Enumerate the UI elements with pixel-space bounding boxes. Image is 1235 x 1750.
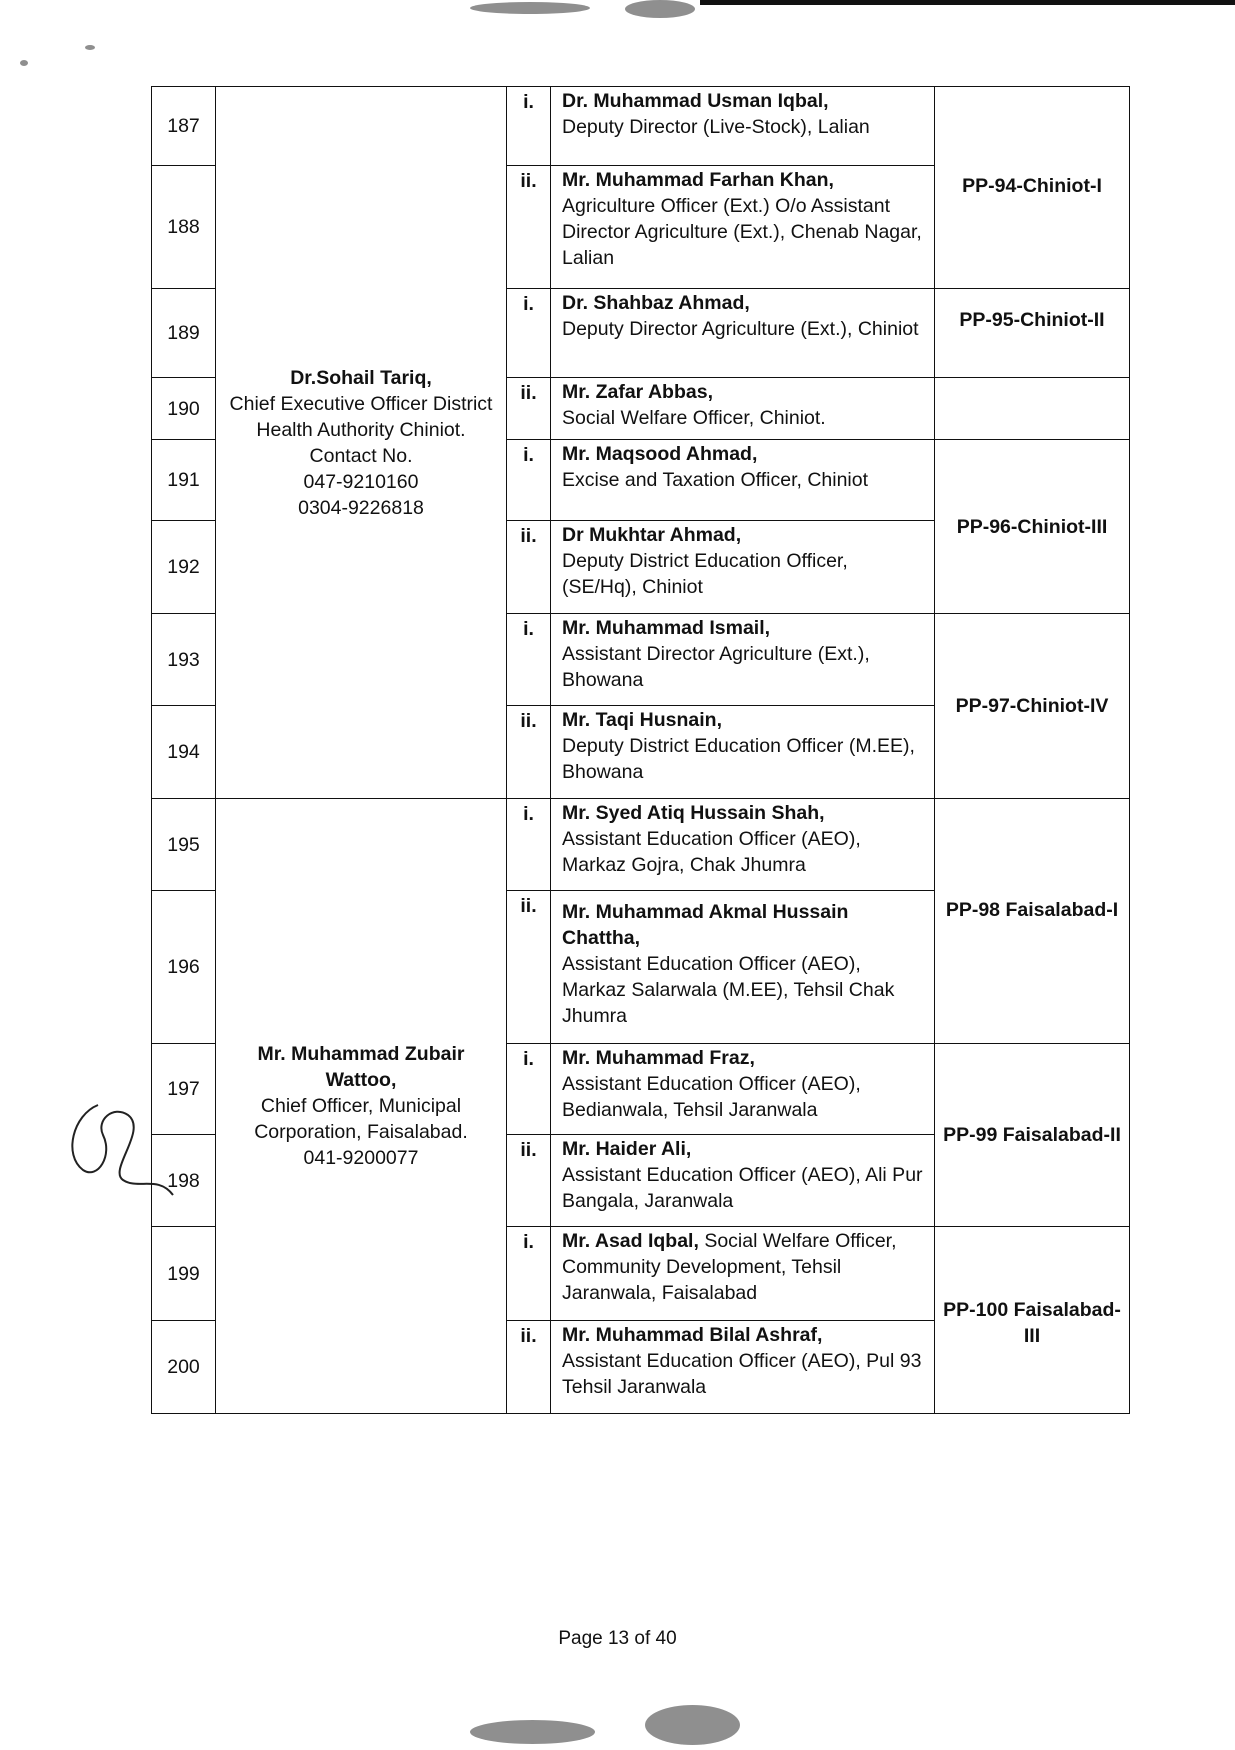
assistant-officer-cell [551,87,935,166]
sub-index: i. [507,799,551,891]
sub-index: ii. [507,1321,551,1414]
returning-officer-cell [216,87,507,799]
assistant-officer-name: Mr. Muhammad Ismail, [562,617,771,639]
assistant-officer-cell [551,1044,935,1135]
returning-officer-phone: 0304-9226818 [298,496,424,519]
table-row [152,87,1130,166]
constituency-cell: PP-97-Chiniot-IV [935,614,1130,799]
assistant-officer-cell [551,166,935,289]
sub-index: ii. [507,378,551,440]
serial-number: 197 [152,1044,216,1135]
assistant-officer-name: Mr. Zafar Abbas, [562,381,713,403]
sub-index: i. [507,1227,551,1321]
serial-number: 191 [152,440,216,521]
assistant-officer-cell [551,289,935,378]
serial-number: 189 [152,289,216,378]
assistant-officer-designation: Assistant Education Officer (AEO), Pul 93 Tehsil Jaranwala [562,1350,922,1398]
serial-number: 195 [152,799,216,891]
assistant-officer-name: Mr. Taqi Husnain, [562,709,722,731]
serial-number: 199 [152,1227,216,1321]
returning-officer-phone: 041-9200077 [303,1147,419,1169]
constituency-cell: PP-96-Chiniot-III [935,440,1130,614]
assistant-officer-designation: Social Welfare Officer, Community Development, Tehsil Jaranwala, Faisalabad [562,1230,897,1304]
assistant-officer-name: Mr. Syed Atiq Hussain Shah, [562,802,825,824]
returning-officer-phone: 047-9210160 [303,470,419,493]
assistant-officer-designation: Social Welfare Officer, Chiniot. [562,407,826,429]
assistant-officer-name: Mr. Muhammad Akmal Hussain Chattha, [562,901,849,949]
scan-mark [470,2,590,14]
returning-officer-name: Mr. Muhammad Zubair Wattoo, [257,1043,465,1091]
sub-index: i. [507,87,551,166]
returning-officer-name: Dr.Sohail Tariq, [290,366,432,389]
assistant-officer-cell [551,1227,935,1321]
constituency-cell-empty [935,378,1130,440]
scan-mark [625,0,695,18]
assistant-officer-cell [551,521,935,614]
assistant-officer-name: Dr. Muhammad Usman Iqbal, [562,90,829,112]
scan-mark [645,1705,740,1745]
serial-number: 198 [152,1135,216,1227]
sub-index: ii. [507,706,551,799]
assistant-officer-name: Mr. Muhammad Bilal Ashraf, [562,1324,823,1346]
constituency-cell: PP-94-Chiniot-I [935,87,1130,289]
scan-mark [85,45,95,50]
constituency-cell: PP-98 Faisalabad-I [935,799,1130,1044]
returning-officer-designation: Chief Officer, Municipal Corporation, Faisalabad. [254,1095,468,1143]
serial-number: 196 [152,891,216,1044]
assistant-officer-designation: Assistant Education Officer (AEO), Bedianwala, Tehsil Jaranwala [562,1073,861,1121]
assistant-officer-designation: Deputy District Education Officer (M.EE), Bhowana [562,735,915,783]
scan-edge-bar [700,0,1235,5]
sub-index: ii. [507,1135,551,1227]
assistant-officer-cell [551,614,935,706]
serial-number: 200 [152,1321,216,1414]
sub-index: ii. [507,521,551,614]
serial-number: 190 [152,378,216,440]
sub-index: ii. [507,891,551,1044]
officer-allocation-table [151,86,1130,1414]
constituency-cell: PP-99 Faisalabad-II [935,1044,1130,1227]
assistant-officer-name: Dr Mukhtar Ahmad, [562,524,742,546]
table-row [152,799,1130,891]
assistant-officer-designation: Assistant Education Officer (AEO), Ali Pur Bangala, Jaranwala [562,1164,923,1212]
assistant-officer-cell [551,378,935,440]
assistant-officer-designation: Agriculture Officer (Ext.) O/o Assistant Director Agriculture (Ext.), Chenab Nagar, Lalian [562,195,922,269]
assistant-officer-designation: Deputy District Education Officer, (SE/Hq), Chiniot [562,550,848,598]
assistant-officer-designation: Assistant Education Officer (AEO), Markaz Gojra, Chak Jhumra [562,828,861,876]
constituency-cell: PP-95-Chiniot-II [935,289,1130,378]
page-number: Page 13 of 40 [558,1628,677,1649]
sub-index: i. [507,440,551,521]
assistant-officer-name: Dr. Shahbaz Ahmad, [562,292,750,314]
returning-officer-designation: Chief Executive Officer District Health Authority Chiniot. Contact No. [229,392,493,467]
assistant-officer-cell [551,706,935,799]
assistant-officer-cell [551,440,935,521]
assistant-officer-name: Mr. Muhammad Farhan Khan, [562,169,834,191]
returning-officer-cell [216,799,507,1414]
assistant-officer-name: Mr. Asad Iqbal, [562,1230,699,1252]
assistant-officer-designation: Assistant Education Officer (AEO), Markaz Salarwala (M.EE), Tehsil Chak Jhumra [562,953,895,1027]
assistant-officer-name: Mr. Maqsood Ahmad, [562,443,758,465]
assistant-officer-entry [562,1228,926,1306]
assistant-officer-designation: Assistant Director Agriculture (Ext.), Bhowana [562,643,870,691]
serial-number: 192 [152,521,216,614]
sub-index: i. [507,614,551,706]
assistant-officer-name: Mr. Haider Ali, [562,1138,692,1160]
assistant-officer-cell [551,1135,935,1227]
serial-number: 194 [152,706,216,799]
sub-index: i. [507,1044,551,1135]
scan-mark [20,60,28,66]
assistant-officer-cell [551,799,935,891]
assistant-officer-designation: Excise and Taxation Officer, Chiniot [562,469,869,491]
assistant-officer-name: Mr. Muhammad Fraz, [562,1047,755,1069]
assistant-officer-designation: Deputy Director (Live-Stock), Lalian [562,116,870,138]
constituency-cell: PP-100 Faisalabad-III [935,1227,1130,1414]
scan-mark [470,1720,595,1744]
assistant-officer-designation: Deputy Director Agriculture (Ext.), Chiniot [562,318,919,340]
serial-number: 187 [152,87,216,166]
sub-index: i. [507,289,551,378]
serial-number: 193 [152,614,216,706]
assistant-officer-cell [551,891,935,1044]
assistant-officer-cell [551,1321,935,1414]
sub-index: ii. [507,166,551,289]
serial-number: 188 [152,166,216,289]
